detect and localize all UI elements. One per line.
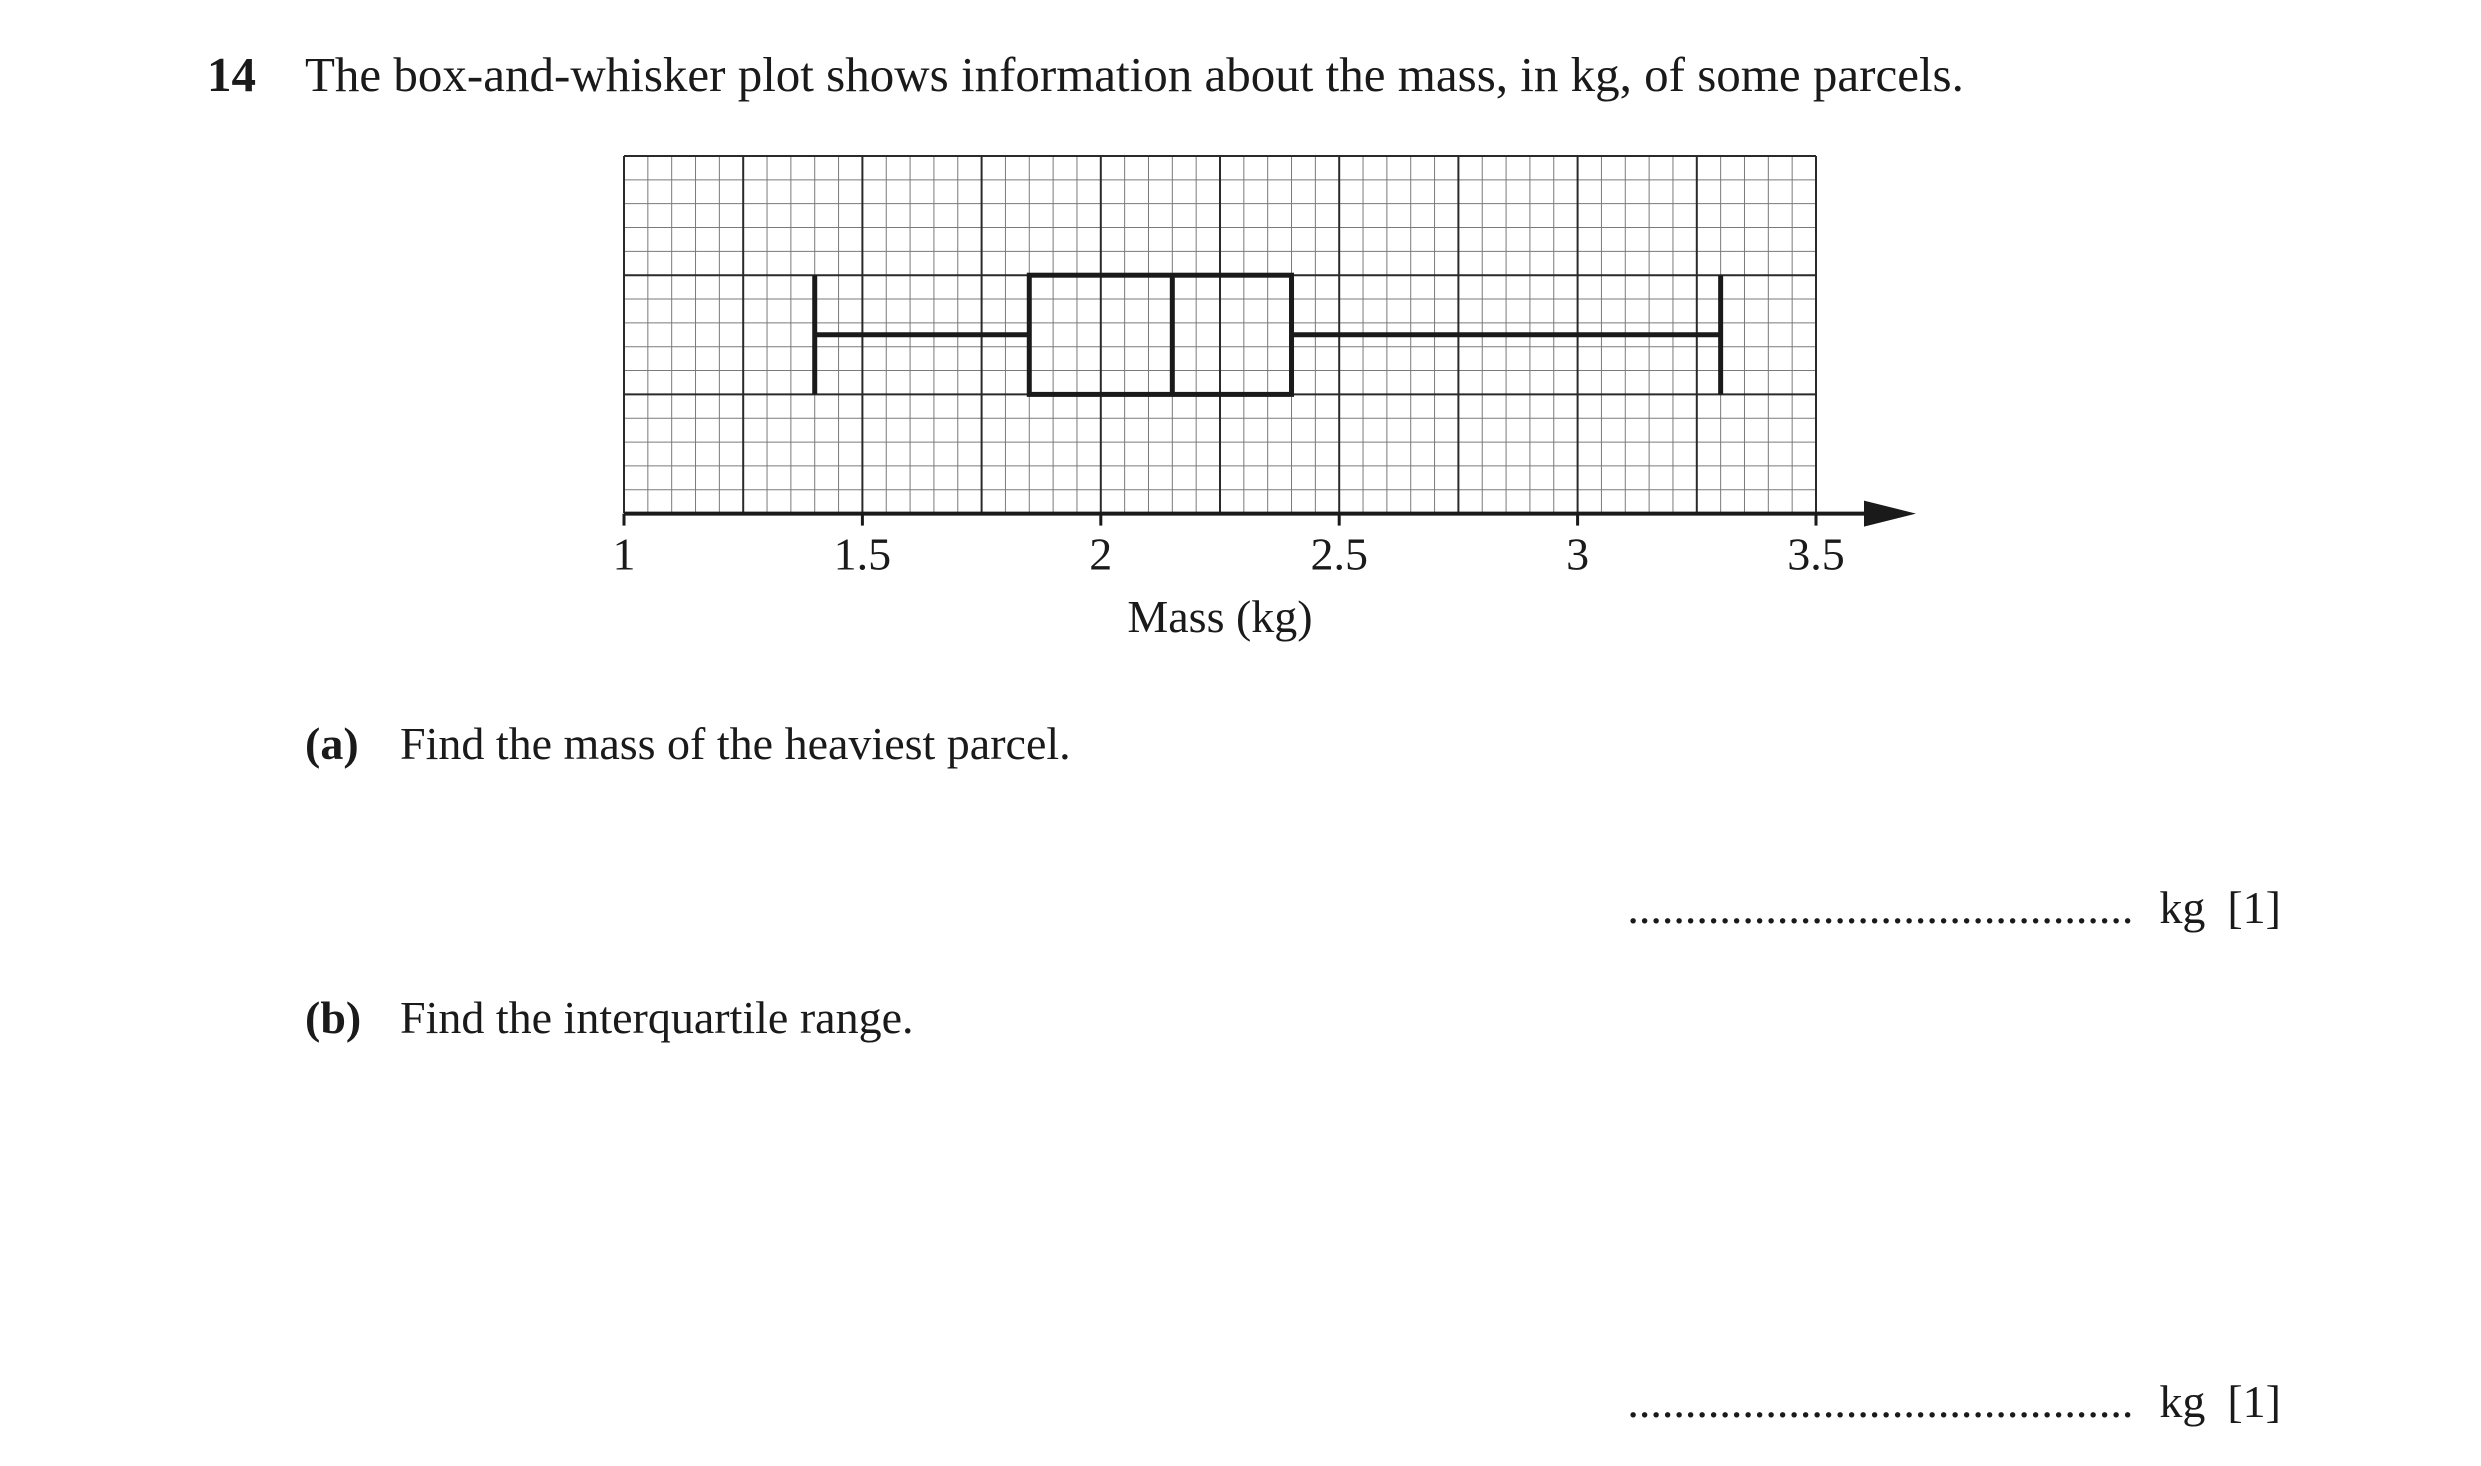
answer-unit: kg [2159,882,2206,933]
x-tick-label: 1 [612,528,636,580]
x-axis-label: Mass (kg) [1127,591,1313,642]
x-tick-label: 3 [1566,528,1590,580]
marks-label: [1] [2227,1376,2281,1427]
answer-dots[interactable]: ............................................ [1627,1376,2134,1427]
interquartile-box [1029,275,1291,394]
x-tick-label: 1.5 [833,528,892,580]
question-number: 14 [207,47,256,102]
x-tick-label: 2.5 [1310,528,1368,580]
x-tick-label: 3.5 [1787,528,1845,580]
answer-dots[interactable]: ............................................ [1627,882,2134,933]
answer-unit: kg [2159,1376,2206,1427]
part-b-label: (b) [305,992,362,1043]
part-a-label: (a) [305,718,359,769]
part-b-answer-line[interactable] [1627,1370,2281,1434]
x-axis-arrow [1864,501,1916,527]
x-tick-labels [613,529,1845,580]
marks-label: [1] [2227,882,2281,933]
part-b-question: Find the interquartile range. [400,992,914,1043]
x-axis [624,501,1916,527]
box-plot-chart [560,140,1960,660]
part-a-question: Find the mass of the heaviest parcel. [400,718,1071,769]
x-tick-label: 2 [1089,528,1113,580]
part-a-answer-line[interactable] [1627,876,2281,940]
question-stem: The box-and-whisker plot shows information about the mass, in kg, of some parcels. [305,47,1964,102]
